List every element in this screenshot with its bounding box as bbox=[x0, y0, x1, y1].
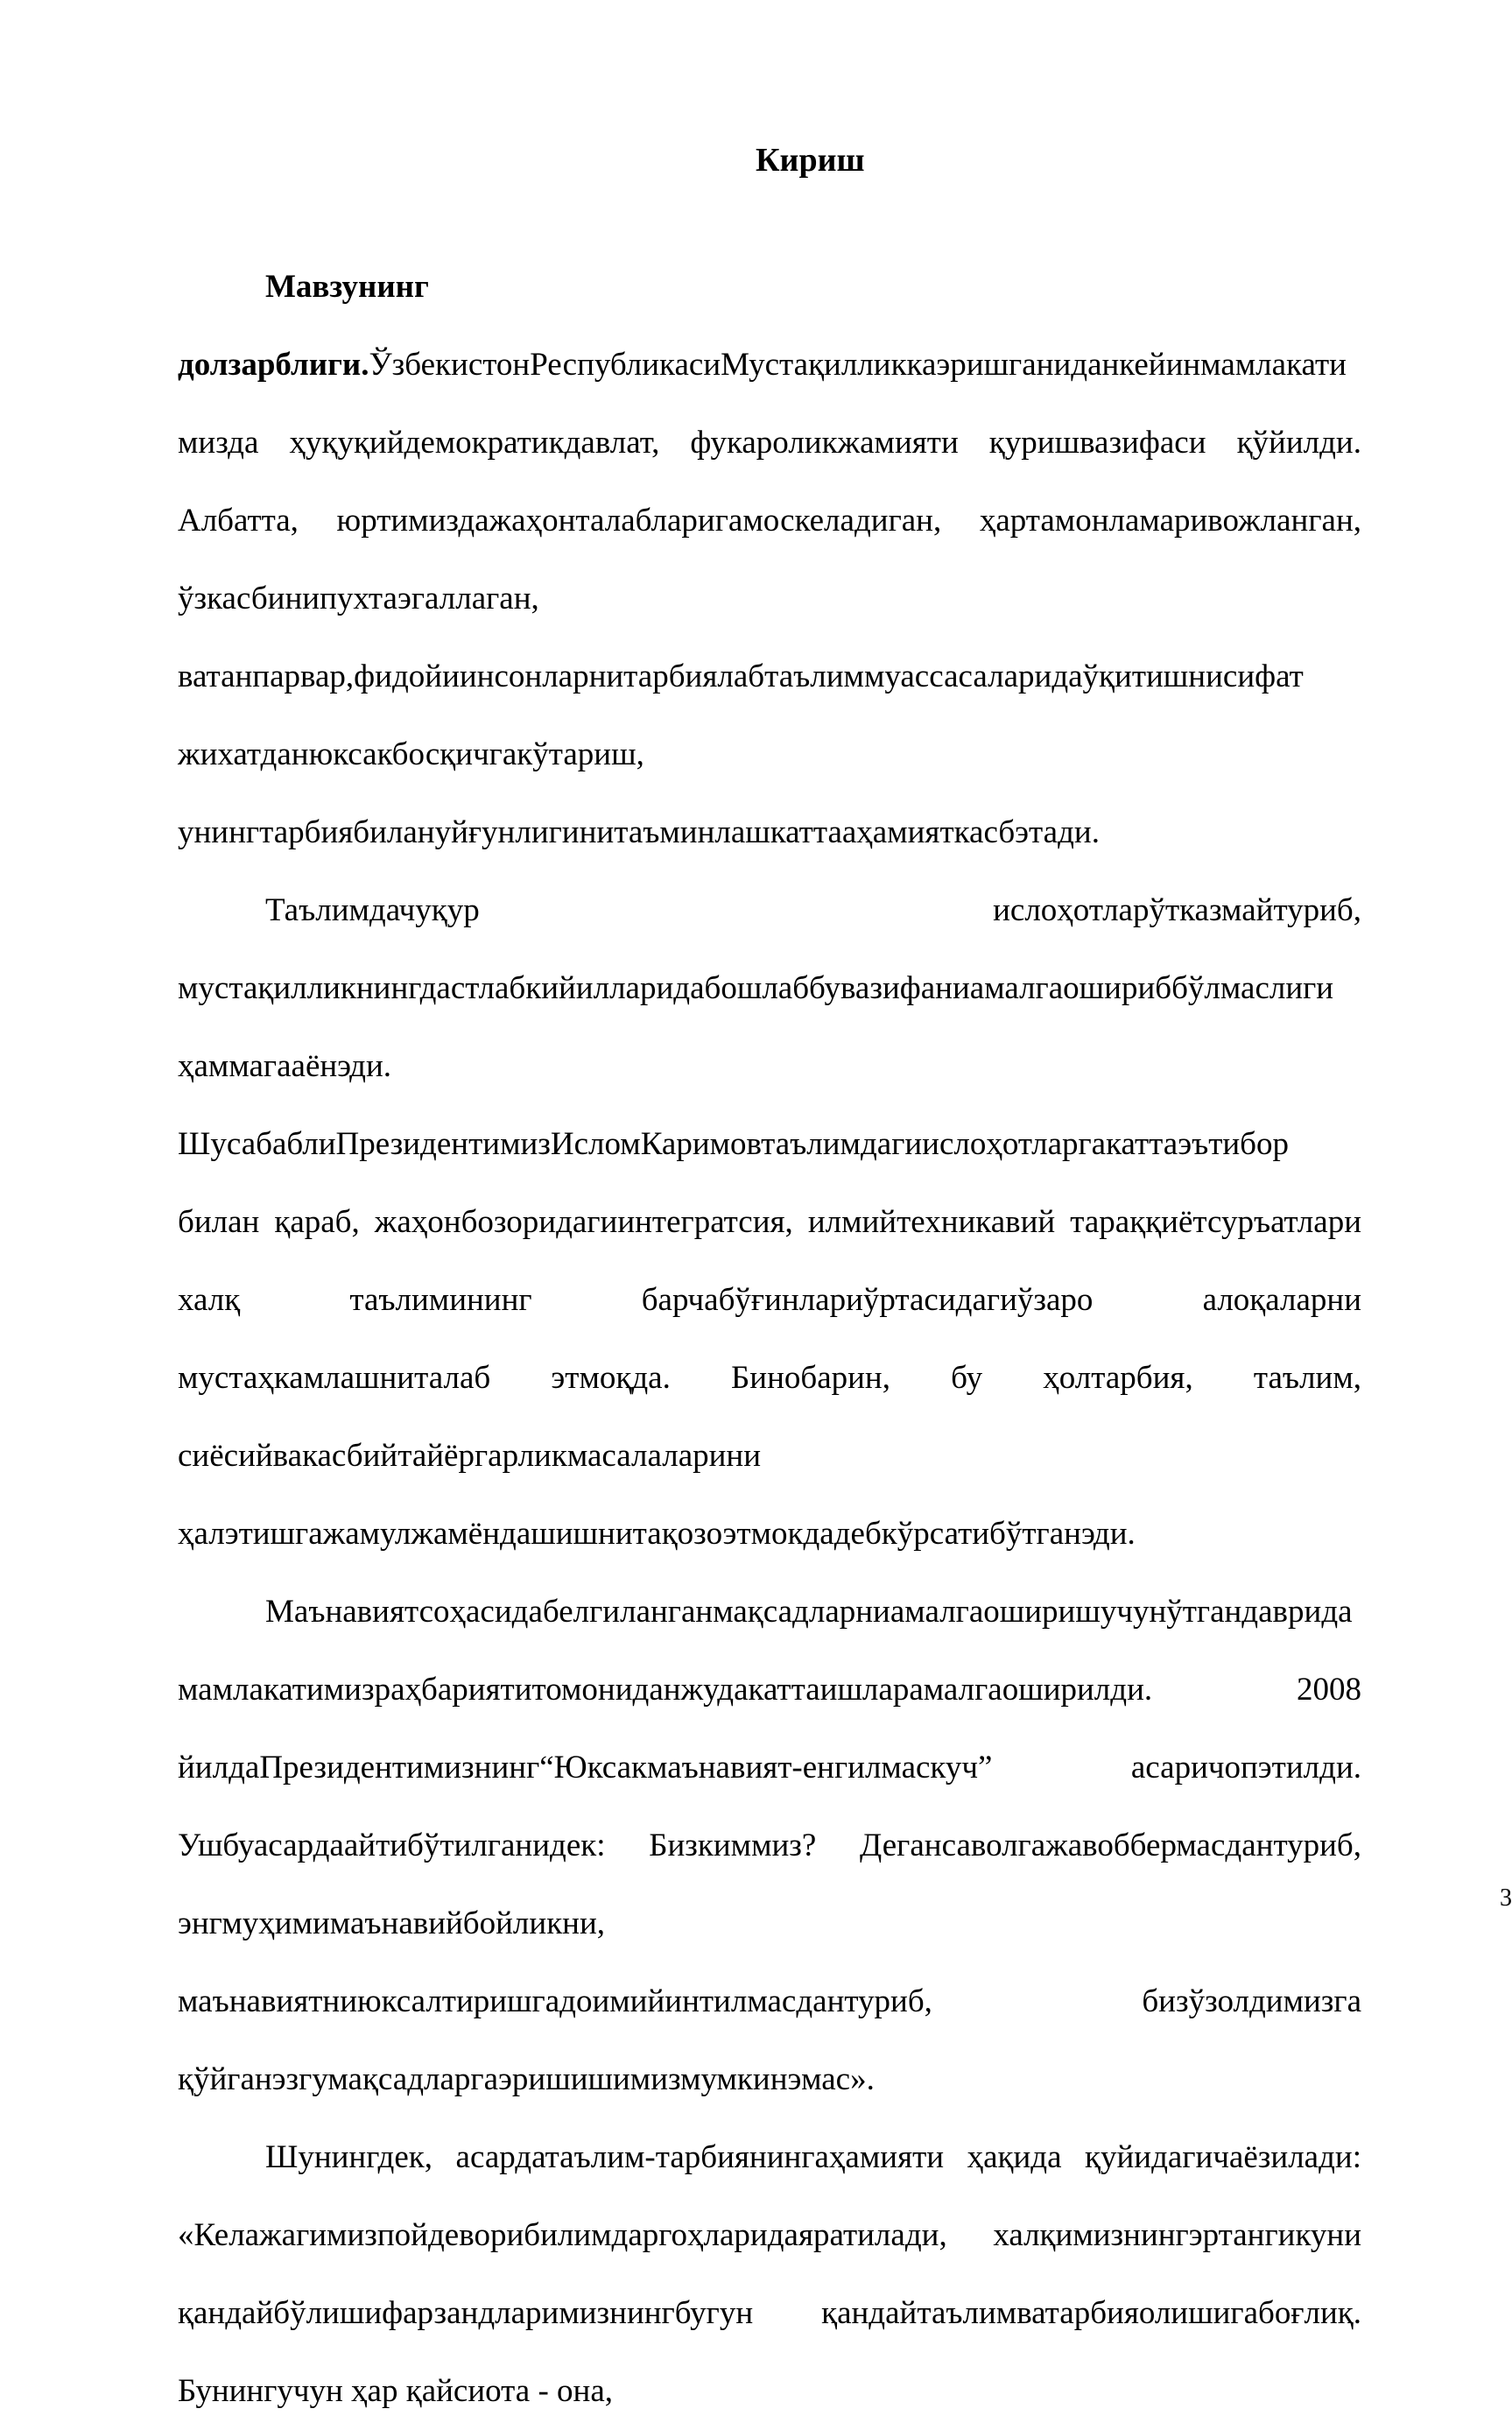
paragraph-text: ЎзбекистонРеспубликасиМустақилликкаэришганиданкейинмамлакатимизда ҳуқуқийдемократикдавлат, фукароликжамияти қуришвазифаси қўйилди. Албатта, юртимиздажаҳонталабларигамоскеладиган, ҳартамонламаривожланган, ўзкасбинипухтаэгаллаган, ватанпарвар,фидойиинсонларнитарбиялабтаълиммуассасаларидаўқитишнисифат жихатданюксакбосқичгакўтариш, унингтарбиябилануйғунлигинитаъминлашкаттааҳамияткасбэтади. bbox=[178, 347, 1361, 850]
section-heading: Мавзунинг долзарблиги. bbox=[178, 269, 429, 383]
body-paragraph bbox=[178, 871, 1361, 1573]
paragraph-text: Таълимдачуқур ислоҳотларўтказмайтуриб, мустақилликнингдастлабкийилларидабошлаббувазифаниамалгаошириббўлмаслиги ҳаммагааёнэди. ШусабаблиПрезидентимизИсломКаримовтаълимдагиислоҳотларгакаттаэътибор билан қараб, жаҳонбозоридагиинтегратсия, илмийтехникавий тараққиётсуръатлари халқ таълимининг барчабўғинлариўртасидагиўзаро алоқаларни мустаҳкамлашниталаб этмоқда. Бинобарин, бу ҳолтарбия, таълим, сиёсийвакасбийтайёргарликмасалаларини ҳалэтишгажамулжамёндашишнитақозоэтмокдадебкўрсатибўтганэди. bbox=[178, 892, 1361, 1552]
body-paragraph bbox=[178, 248, 1361, 871]
document-body bbox=[178, 248, 1361, 2430]
body-paragraph bbox=[178, 2118, 1361, 2430]
body-paragraph bbox=[178, 1573, 1361, 2118]
document-title bbox=[756, 138, 865, 182]
page-number bbox=[1500, 1883, 1512, 1914]
paragraph-text: Шунингдек, асардатаълим-тарбиянингаҳамияти ҳақида қуйидагичаёзилади: «Келажагимизпойдеворибилимдаргоҳларидаяратилади, халқимизнингэртангикуни қандайбўлишифарзандларимизнингбугун қандайтаълимватарбияолишигабоғлиқ. Бунингучун ҳар қайсиота - она, bbox=[178, 2139, 1361, 2409]
paragraph-text: Маънавиятсоҳасидабелгиланганмақсадларниамалгаоширишучунўтгандаврида мамлакатимизраҳбариятитомониданжудакаттаишларамалгаоширилди. 2008 йилдаПрезидентимизнинг“Юксакмаънавият-енгилмаскуч” асаричопэтилди. Ушбуасардаайтибўтилганидек: Бизкиммиз? Дегансаволгажавоббермасдантуриб, энгмуҳимимаънавийбойликни, маънавиятниюксалтиришгадоимийинтилмасдантуриб, бизўзолдимизга қўйганэзгумақсадларгаэришишимизмумкинэмас». bbox=[178, 1594, 1361, 2097]
document-page bbox=[178, 0, 1512, 2409]
title-text: Кириш bbox=[756, 142, 865, 179]
page-number-text: 3 bbox=[1500, 1884, 1512, 1912]
